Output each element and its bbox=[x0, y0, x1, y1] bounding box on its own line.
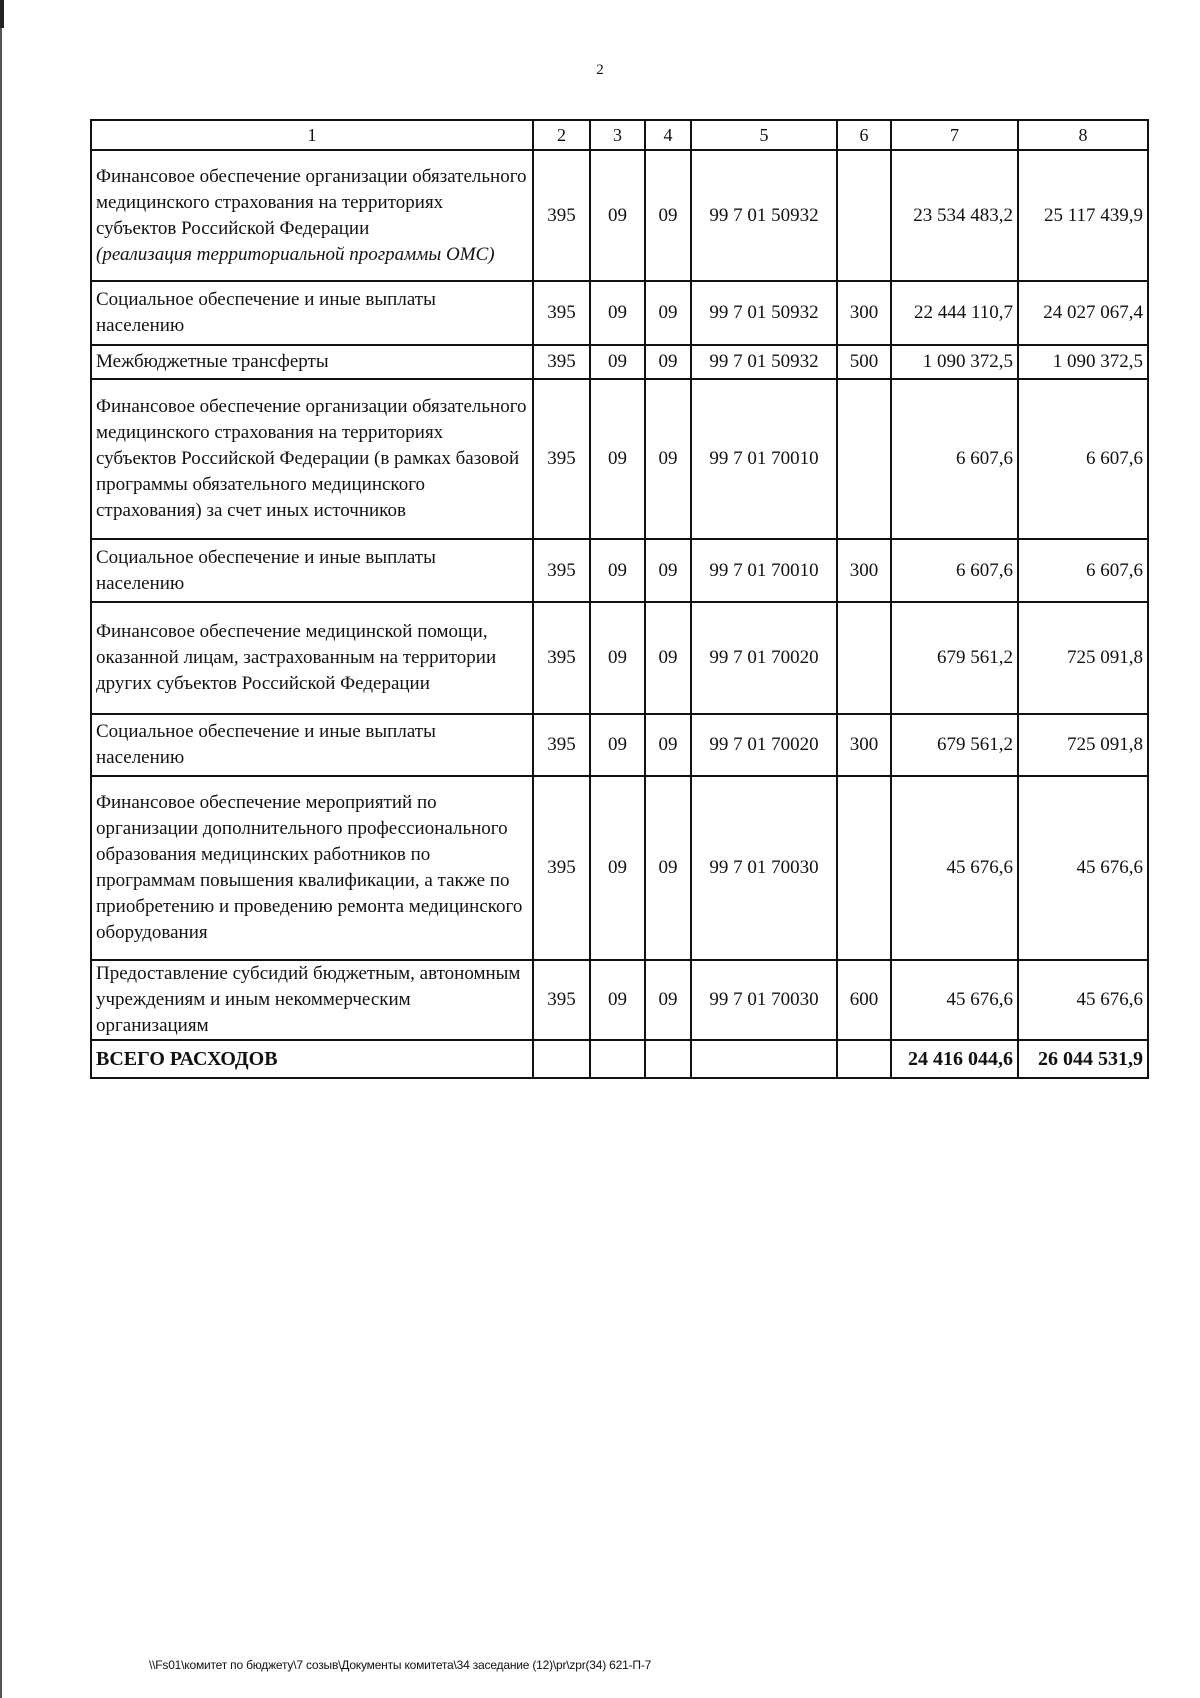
row-cell-c3: 09 bbox=[590, 960, 645, 1040]
row-cell-c8: 725 091,8 bbox=[1018, 714, 1148, 776]
total-c8: 26 044 531,9 bbox=[1018, 1040, 1148, 1078]
row-cell-c6 bbox=[837, 776, 891, 960]
row-description: Межбюджетные трансферты bbox=[91, 345, 533, 379]
col-header-5: 5 bbox=[691, 120, 837, 150]
row-description: Социальное обеспечение и иные выплаты населению bbox=[91, 714, 533, 776]
row-cell-c6: 500 bbox=[837, 345, 891, 379]
row-description bbox=[91, 150, 533, 281]
budget-table bbox=[90, 119, 1149, 1079]
row-cell-c4: 09 bbox=[645, 379, 691, 539]
row-cell-c5: 99 7 01 70030 bbox=[691, 776, 837, 960]
row-cell-c7: 6 607,6 bbox=[891, 379, 1018, 539]
row-cell-c5: 99 7 01 70020 bbox=[691, 714, 837, 776]
row-cell-c5: 99 7 01 70010 bbox=[691, 539, 837, 602]
table-row bbox=[91, 602, 1148, 714]
scan-edge bbox=[0, 0, 2, 1698]
row-cell-c5: 99 7 01 70010 bbox=[691, 379, 837, 539]
row-cell-c5: 99 7 01 50932 bbox=[691, 345, 837, 379]
row-cell-c3: 09 bbox=[590, 345, 645, 379]
row-cell-c6: 300 bbox=[837, 714, 891, 776]
row-description: Финансовое обеспечение организации обязательного медицинского страхования на территориях субъектов Российской Федерации (в рамках базовой программы обязательного медицинского страхования) за счет иных источников bbox=[91, 379, 533, 539]
row-cell-c7: 45 676,6 bbox=[891, 960, 1018, 1040]
row-cell-c5: 99 7 01 70020 bbox=[691, 602, 837, 714]
page-number: 2 bbox=[596, 62, 604, 78]
col-header-4: 4 bbox=[645, 120, 691, 150]
row-cell-c2: 395 bbox=[533, 150, 590, 281]
row-cell-c6: 300 bbox=[837, 539, 891, 602]
row-cell-c4: 09 bbox=[645, 150, 691, 281]
col-header-7: 7 bbox=[891, 120, 1018, 150]
row-cell-c4: 09 bbox=[645, 960, 691, 1040]
total-empty-cell bbox=[645, 1040, 691, 1078]
row-cell-c2: 395 bbox=[533, 539, 590, 602]
footer-file-path: \\Fs01\комитет по бюджету\7 созыв\Документы комитета\34 заседание (12)\pr\zpr(34) 621-П-7 bbox=[149, 1658, 652, 1672]
row-cell-c3: 09 bbox=[590, 602, 645, 714]
row-cell-c8: 725 091,8 bbox=[1018, 602, 1148, 714]
row-cell-c6 bbox=[837, 150, 891, 281]
row-cell-c4: 09 bbox=[645, 714, 691, 776]
row-cell-c7: 23 534 483,2 bbox=[891, 150, 1018, 281]
row-cell-c8: 6 607,6 bbox=[1018, 539, 1148, 602]
row-cell-c4: 09 bbox=[645, 281, 691, 345]
row-cell-c5: 99 7 01 70030 bbox=[691, 960, 837, 1040]
col-header-1: 1 bbox=[91, 120, 533, 150]
row-cell-c3: 09 bbox=[590, 776, 645, 960]
row-cell-c8: 45 676,6 bbox=[1018, 960, 1148, 1040]
table-row bbox=[91, 539, 1148, 602]
row-cell-c7: 679 561,2 bbox=[891, 714, 1018, 776]
row-cell-c2: 395 bbox=[533, 960, 590, 1040]
row-description: Социальное обеспечение и иные выплаты населению bbox=[91, 539, 533, 602]
col-header-8: 8 bbox=[1018, 120, 1148, 150]
total-empty-cell bbox=[590, 1040, 645, 1078]
table-row bbox=[91, 776, 1148, 960]
row-cell-c2: 395 bbox=[533, 345, 590, 379]
total-empty-cell bbox=[533, 1040, 590, 1078]
row-cell-c2: 395 bbox=[533, 714, 590, 776]
row-cell-c2: 395 bbox=[533, 776, 590, 960]
table-row bbox=[91, 960, 1148, 1040]
row-cell-c7: 679 561,2 bbox=[891, 602, 1018, 714]
row-cell-c3: 09 bbox=[590, 281, 645, 345]
row-cell-c3: 09 bbox=[590, 714, 645, 776]
row-cell-c8: 25 117 439,9 bbox=[1018, 150, 1148, 281]
col-header-3: 3 bbox=[590, 120, 645, 150]
table-row bbox=[91, 345, 1148, 379]
row-cell-c5: 99 7 01 50932 bbox=[691, 281, 837, 345]
row-cell-c6: 300 bbox=[837, 281, 891, 345]
total-empty-cell bbox=[837, 1040, 891, 1078]
table-row bbox=[91, 714, 1148, 776]
row-cell-c2: 395 bbox=[533, 281, 590, 345]
row-cell-c8: 45 676,6 bbox=[1018, 776, 1148, 960]
scan-edge-mark bbox=[0, 0, 4, 28]
row-cell-c3: 09 bbox=[590, 150, 645, 281]
row-description: Предоставление субсидий бюджетным, автономным учреждениям и иным некоммерческим организациям bbox=[91, 960, 533, 1040]
row-cell-c7: 45 676,6 bbox=[891, 776, 1018, 960]
row-cell-c7: 1 090 372,5 bbox=[891, 345, 1018, 379]
row-cell-c6 bbox=[837, 379, 891, 539]
row-description: Финансовое обеспечение медицинской помощи, оказанной лицам, застрахованным на территории других субъектов Российской Федерации bbox=[91, 602, 533, 714]
table-row bbox=[91, 379, 1148, 539]
row-cell-c7: 6 607,6 bbox=[891, 539, 1018, 602]
row-cell-c4: 09 bbox=[645, 539, 691, 602]
row-cell-c5: 99 7 01 50932 bbox=[691, 150, 837, 281]
total-label: ВСЕГО РАСХОДОВ bbox=[91, 1040, 533, 1078]
total-row bbox=[91, 1040, 1148, 1078]
col-header-6: 6 bbox=[837, 120, 891, 150]
row-description: Социальное обеспечение и иные выплаты населению bbox=[91, 281, 533, 345]
row-cell-c6 bbox=[837, 602, 891, 714]
row-cell-c6: 600 bbox=[837, 960, 891, 1040]
row-description-text: Финансовое обеспечение организации обязательного медицинского страхования на территориях субъектов Российской Федерации bbox=[96, 165, 527, 239]
row-cell-c7: 22 444 110,7 bbox=[891, 281, 1018, 345]
table-row bbox=[91, 281, 1148, 345]
col-header-2: 2 bbox=[533, 120, 590, 150]
row-cell-c2: 395 bbox=[533, 379, 590, 539]
header-row bbox=[91, 120, 1148, 150]
row-description-italic: (реализация территориальной программы ОМС) bbox=[96, 243, 495, 265]
row-cell-c8: 24 027 067,4 bbox=[1018, 281, 1148, 345]
total-c7: 24 416 044,6 bbox=[891, 1040, 1018, 1078]
total-empty-cell bbox=[691, 1040, 837, 1078]
row-description: Финансовое обеспечение мероприятий по организации дополнительного профессионального образования медицинских работников по программам повышения квалификации, а также по приобретению и проведению ремонта медицинского оборудования bbox=[91, 776, 533, 960]
row-cell-c4: 09 bbox=[645, 602, 691, 714]
row-cell-c3: 09 bbox=[590, 379, 645, 539]
row-cell-c4: 09 bbox=[645, 345, 691, 379]
row-cell-c4: 09 bbox=[645, 776, 691, 960]
table-row bbox=[91, 150, 1148, 281]
row-cell-c8: 1 090 372,5 bbox=[1018, 345, 1148, 379]
row-cell-c2: 395 bbox=[533, 602, 590, 714]
row-cell-c3: 09 bbox=[590, 539, 645, 602]
row-cell-c8: 6 607,6 bbox=[1018, 379, 1148, 539]
